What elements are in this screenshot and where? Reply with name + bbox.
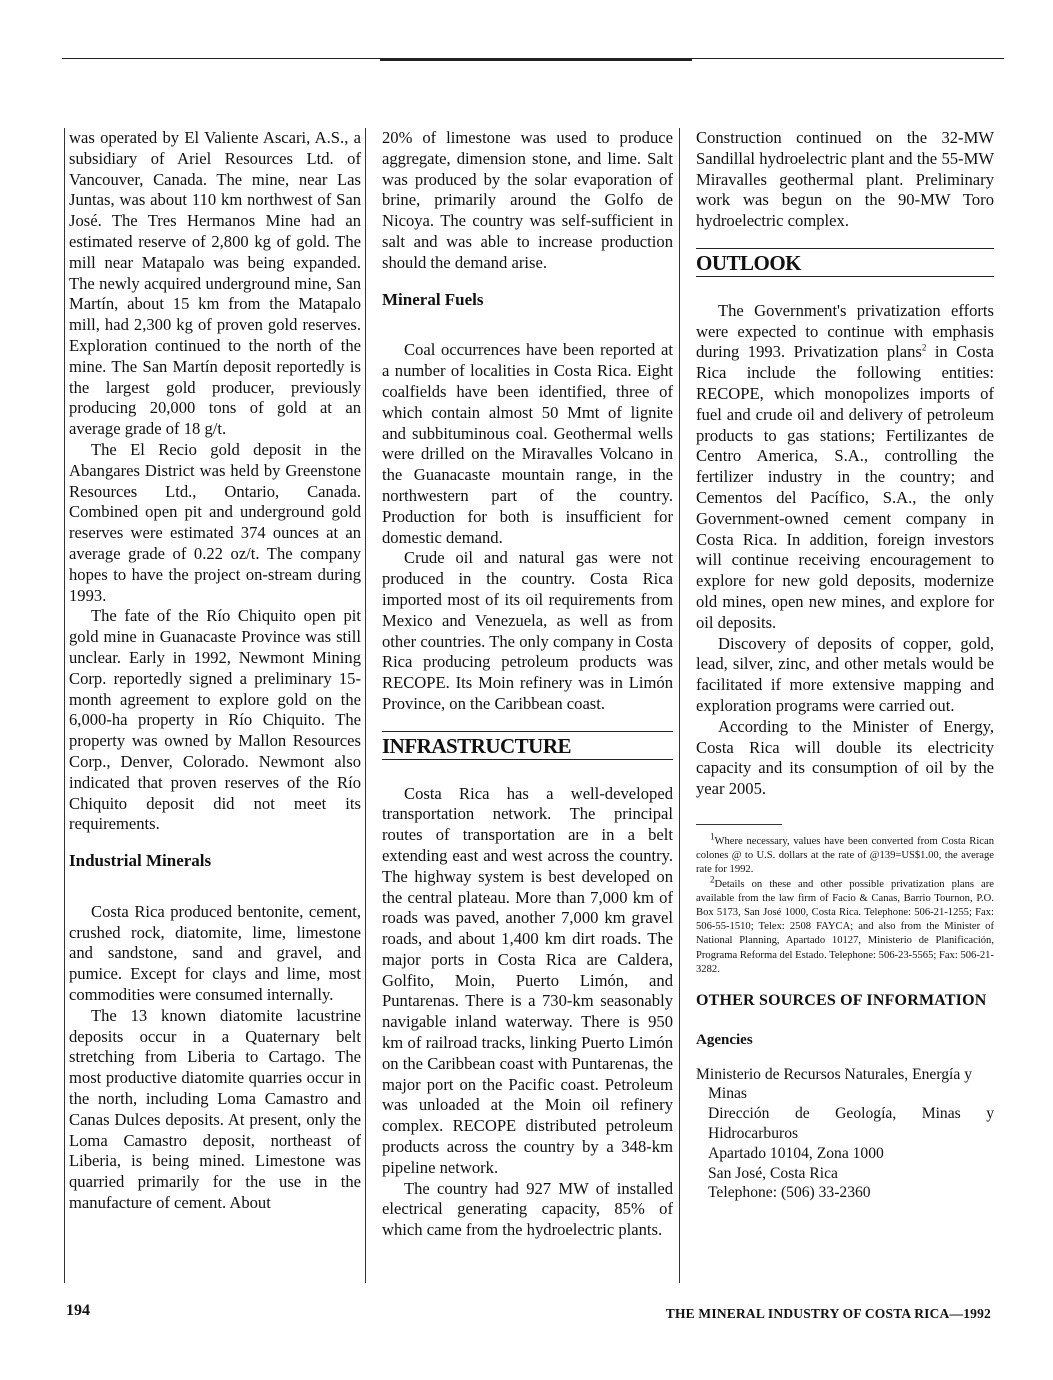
agency-line: Hidrocarburos xyxy=(708,1124,799,1142)
paragraph: Costa Rica has a well-developed transportation network. The principal routes of transportation are in a belt extending east and west across the country. The highway system is best developed on the central plateau. More than 7,000 km of roads was paved, another 7,000 km gravel roads, and about 1,400 km dirt roads. The major ports in Costa Rica are Caldera, Golfito, Moin, Puerto Limón, and Puntarenas. There is a 730-km seasonably navigable inland waterway. There is 950 km of railroad tracks, linking Puerto Limón on the Caribbean coast with Puntarenas, the major port on the Pacific coast. Petroleum was unloaded at the Moin oil refinery complex. RECOPE distributed petroleum products across the country by a 348-km pipeline network. xyxy=(382,783,673,1177)
subheading-mineral-fuels: Mineral Fuels xyxy=(382,289,484,309)
paragraph: The El Recio gold deposit in the Abangares District was held by Greenstone Resources Ltd., Ontario, Canada. Combined open pit and underground gold reserves were estimated 374 ounces at an average grade of 0.22 oz/t. The company hopes to have the project on-stream during 1993. xyxy=(69,439,361,605)
column-1 xyxy=(64,128,366,1283)
section-heading-outlook: OUTLOOK xyxy=(696,248,994,277)
agency-word: de xyxy=(794,1105,810,1123)
footnote-mark: 1 xyxy=(710,831,715,842)
paragraph: According to the Minister of Energy, Costa Rica will double its electricity capacity and its consumption of oil by the year 2005. xyxy=(696,716,994,799)
footnote-mark: 2 xyxy=(710,873,715,884)
paragraph-text: in Costa Rica include the following entities: RECOPE, which monopolizes imports of fuel and crude oil and delivery of petroleum products to gas stations; Fertilizantes de Centro America, S.A., controlling the fertilizer industry in the country; and Cementos del Pacífico, S.A., the only Government-owned cement company in Costa Rica. In addition, foreign investors will continue receiving encouragement to explore for new gold deposits, modernize old mines, open new mines, and explore for oil deposits. xyxy=(696,342,994,632)
column-3 xyxy=(692,128,998,1283)
footnote-2 xyxy=(696,873,994,977)
agency-line xyxy=(696,1104,994,1124)
agency-word: Minas xyxy=(921,1105,961,1123)
footnote-rule xyxy=(696,824,782,825)
paragraph: 20% of limestone was used to produce aggregate, dimension stone, and lime. Salt was produced by the solar evaporation of brine, primarily around the Golfo de Nicoya. The country was self-sufficient in salt and was able to increase production should the demand arise. xyxy=(382,128,673,272)
section-heading-infrastructure: INFRASTRUCTURE xyxy=(382,731,673,760)
footnote-ref[interactable]: 2 xyxy=(921,342,927,353)
agency-word: Geología, xyxy=(835,1105,897,1123)
footnote-text: Where necessary, values have been converted from Costa Rican colones @ to U.S. dollars at the rate of @139=US$1.00, the average rate for 1992. xyxy=(696,835,994,876)
running-footer: THE MINERAL INDUSTRY OF COSTA RICA—1992 xyxy=(665,1306,991,1321)
page-number: 194 xyxy=(66,1302,90,1319)
paragraph-text: The Government's privatization efforts were expected to continue with emphasis during 1993. Privatization plans xyxy=(696,300,994,362)
agency-line: Minas xyxy=(708,1085,747,1103)
heading-other-sources: OTHER SOURCES OF INFORMATION xyxy=(696,991,987,1009)
paragraph: The fate of the Río Chiquito open pit gold mine in Guanacaste Province was still unclear. Early in 1992, Newmont Mining Corp. reportedly signed a preliminary 15-month agreement to explore gold on the 6,000-ha property in Río Chiquito. The property was owned by Mallon Resources Corp., Denver, Colorado. Newmont also indicated that proven reserves of the Río Chiquito deposit did not meet its requirements. xyxy=(69,606,361,834)
paragraph xyxy=(696,301,994,634)
subheading-agencies: Agencies xyxy=(696,1031,753,1048)
agency-line: Apartado 10104, Zona 1000 xyxy=(708,1144,884,1162)
paragraph: Coal occurrences have been reported at a number of localities in Costa Rica. Eight coalfields have been identified, three of which contain almost 50 Mmt of lignite and subbituminous coal. Geothermal wells were drilled on the Miravalles Volcano in the Guanacaste mountain range, in the northwestern part of the country. Production for both is insufficient for domestic demand. xyxy=(382,340,673,547)
subheading-industrial-minerals: Industrial Minerals xyxy=(69,851,212,871)
agency-word: Dirección xyxy=(708,1105,770,1123)
paragraph: The country had 927 MW of installed electrical generating capacity, 85% of which came from the hydroelectric plants. xyxy=(382,1178,673,1240)
footnote-1 xyxy=(696,831,994,878)
paragraph: Crude oil and natural gas were not produced in the country. Costa Rica imported most of its oil requirements from Mexico and Venezuela, as well as from other countries. The only company in Costa Rica producing petroleum products was RECOPE. Its Moin refinery was in Limón Province, on the Caribbean coast. xyxy=(382,548,673,713)
paragraph: was operated by El Valiente Ascari, A.S., a subsidiary of Ariel Resources Ltd. of Vancouver, Canada. The mine, near Las Juntas, was about 110 km northwest of San José. The Tres Hermanos Mine had an estimated reserve of 2,800 kg of gold. The mill near Matapalo was being expanded. The newly acquired underground mine, San Martín, about 15 km from the Matapalo mill, had 2,300 kg of proven gold reserves. Exploration continued to the north of the mine. The San Martín deposit reportedly is the largest gold producer, previously producing 20,000 tons of gold at an average grade of 18 g/t. xyxy=(69,128,361,439)
paragraph: Construction continued on the 32-MW Sandillal hydroelectric plant and the 55-MW Miravalles geothermal plant. Preliminary work was begun on the 90-MW Toro hydroelectric complex. xyxy=(696,128,994,231)
agency-address xyxy=(696,1065,994,1204)
agency-line: San José, Costa Rica xyxy=(708,1164,838,1182)
column-2 xyxy=(378,128,680,1283)
agency-line: Telephone: (506) 33-2360 xyxy=(708,1184,871,1202)
paragraph: Discovery of deposits of copper, gold, lead, silver, zinc, and other metals would be facilitated if more extensive mapping and exploration programs were carried out. xyxy=(696,633,994,715)
agency-word: y xyxy=(986,1105,994,1123)
header-rule-accent xyxy=(380,58,692,61)
paragraph: Costa Rica produced bentonite, cement, crushed rock, diatomite, lime, limestone and sandstone, sand and gravel, and pumice. Except for clays and lime, most commodities were consumed internally. xyxy=(69,901,361,1005)
agency-line: Ministerio de Recursos Naturales, Energía y xyxy=(696,1065,972,1083)
paragraph: The 13 known diatomite lacustrine deposits occur in a Quaternary belt stretching from Liberia to Cartago. The most productive diatomite quarries occur in the north, including Loma Camastro and Canas Dulces deposits. At present, only the Loma Camastro deposit, northeast of Liberia, is being mined. Limestone was quarried primarily for the use in the manufacture of cement. About xyxy=(69,1005,361,1213)
footnote-text: Details on these and other possible privatization plans are available from the law firm of Facio & Canas, Barrio Tournon, P.O. Box 5173, San José 1000, Costa Rica. Telephone: 506-21-1255; Fax: 506-55-1510; Telex: 2508 FAYCA; and also from the Minister of National Planning, Apartado 10127, Ministerio de Planificación, Programa Reforma del Estado. Telephone: 506-23-5565; Fax: 506-21-3282. xyxy=(696,878,994,975)
